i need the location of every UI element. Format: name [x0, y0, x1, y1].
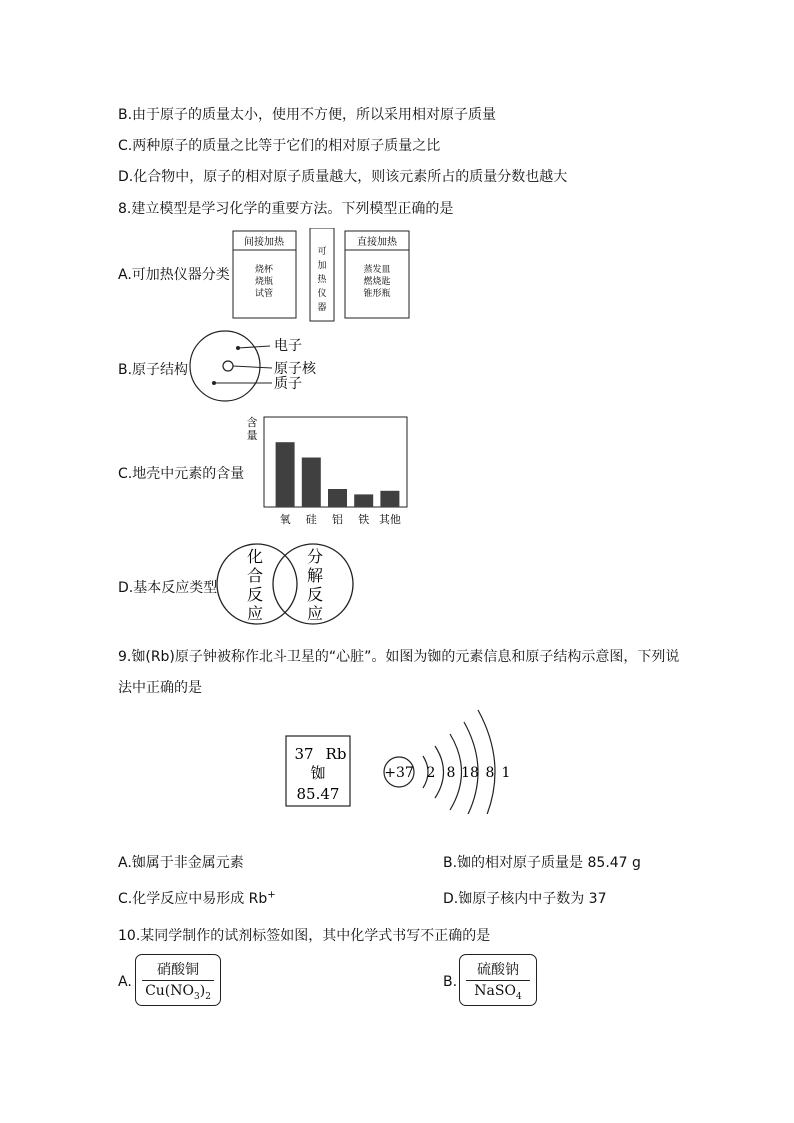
bar-0 [276, 442, 295, 507]
formula-part: Cu(NO [145, 983, 194, 999]
bar-3 [354, 494, 373, 507]
bar-1 [302, 458, 321, 508]
middle-char: 加 [317, 261, 327, 271]
q10-option-b-letter: B. [443, 974, 458, 990]
electron-shell-arc [435, 746, 444, 798]
question-8-stem: 8.建立模型是学习化学的重要方法。下列模型正确的是 [118, 201, 454, 217]
element-name: 铷 [310, 764, 326, 782]
element-symbol: Rb [325, 745, 347, 763]
y-axis-label-char: 量 [246, 429, 258, 442]
shell-electron-count: 2 [426, 765, 436, 781]
decomposition-char: 解 [306, 566, 324, 585]
reagent-label-a [135, 954, 221, 1006]
question-9-stem-line1: 9.铷(Rb)原子钟被称作北斗卫星的“心脏”。如图为铷的元素信息和原子结构示意图，下列说 [118, 649, 680, 665]
atomic-number: 37 [294, 745, 314, 763]
left-item: 烧杯 [254, 265, 274, 275]
bar-4 [380, 491, 399, 507]
x-tick-label: 硅 [305, 513, 317, 526]
q9-option-c [118, 888, 276, 908]
right-item: 锥形瓶 [363, 289, 391, 299]
formula-subscript: 3 [193, 991, 200, 1002]
decomposition-char: 分 [306, 547, 324, 566]
q8-option-c-label: C.地壳中元素的含量 [118, 466, 245, 482]
reagent-formula-a [136, 983, 220, 1002]
question-9-stem-line2: 法中正确的是 [118, 680, 202, 696]
label-divider [466, 980, 530, 981]
middle-char: 器 [317, 303, 327, 313]
shell-electron-count: 18 [461, 765, 479, 781]
formula-part: ) [199, 983, 206, 999]
reagent-label-b [459, 954, 537, 1006]
q8-option-a-label: A.可加热仪器分类 [118, 267, 230, 283]
formula-part: NaSO [474, 983, 516, 999]
nucleus-circle [223, 361, 233, 371]
x-tick-label: 其他 [378, 513, 401, 526]
formula-subscript: 4 [515, 991, 522, 1002]
reagent-name-a: 硝酸铜 [157, 962, 199, 978]
indirect-heating-title: 间接加热 [244, 237, 284, 248]
heating-instruments-diagram [230, 228, 412, 322]
right-item: 燃烧匙 [363, 277, 391, 287]
nuclear-charge: +37 [384, 765, 414, 781]
electron-label: 电子 [274, 338, 302, 354]
formula-subscript: 2 [205, 991, 211, 1002]
q9-option-b: B.铷的相对原子质量是 85.47 g [443, 855, 641, 871]
combination-char: 反 [246, 585, 264, 604]
option-b-text: B.由于原子的质量太小，使用不方便，所以采用相对原子质量 [118, 107, 497, 123]
x-tick-label: 铁 [358, 513, 370, 526]
shell-electron-count: 1 [501, 765, 511, 781]
combination-char: 化 [246, 547, 264, 566]
middle-char: 可 [317, 247, 327, 257]
decomposition-char: 反 [306, 585, 324, 604]
middle-char: 热 [317, 275, 327, 285]
left-item: 试管 [254, 289, 274, 299]
x-tick-label: 铝 [332, 513, 343, 526]
option-c-text: C.两种原子的质量之比等于它们的相对原子质量之比 [118, 138, 441, 154]
atom-outline [190, 331, 260, 401]
question-10-stem: 10.某同学制作的试剂标签如图，其中化学式书写不正确的是 [118, 928, 491, 944]
direct-heating-title: 直接加热 [357, 237, 397, 248]
reaction-types-venn-diagram [215, 540, 355, 628]
shell-electron-count: 8 [446, 765, 456, 781]
x-tick-label: 氧 [279, 513, 291, 526]
q10-option-a-letter: A. [118, 974, 132, 990]
q9-option-c-text: C.化学反应中易形成 Rb [118, 891, 268, 907]
q9-option-a: A.铷属于非金属元素 [118, 855, 244, 871]
rubidium-element-diagram [280, 706, 520, 814]
shell-electron-count: 8 [485, 765, 495, 781]
atom-structure-diagram [188, 328, 328, 404]
reagent-formula-b [460, 983, 536, 1002]
option-d-text: D.化合物中，原子的相对原子质量越大，则该元素所占的质量分数也越大 [118, 169, 568, 185]
bar-2 [328, 489, 347, 507]
q9-option-d: D.铷原子核内中子数为 37 [443, 891, 607, 907]
crust-elements-bar-chart [240, 412, 415, 532]
electron-shell-arc [478, 710, 495, 814]
q8-option-b-label: B.原子结构 [118, 362, 189, 378]
nucleus-label: 原子核 [274, 361, 316, 377]
decomposition-char: 应 [306, 604, 324, 623]
combination-char: 合 [246, 566, 264, 585]
y-axis-label-char: 含 [246, 416, 258, 429]
left-item: 烧瓶 [254, 277, 274, 287]
proton-label: 质子 [274, 376, 302, 392]
atomic-mass: 85.47 [296, 785, 340, 803]
label-divider [142, 980, 214, 981]
reagent-name-b: 硫酸钠 [477, 962, 519, 978]
charge-superscript: + [267, 889, 276, 901]
right-item: 蒸发皿 [363, 265, 391, 275]
combination-char: 应 [246, 604, 264, 623]
middle-char: 仪 [317, 289, 327, 299]
q8-option-d-label: D.基本反应类型 [118, 580, 218, 596]
